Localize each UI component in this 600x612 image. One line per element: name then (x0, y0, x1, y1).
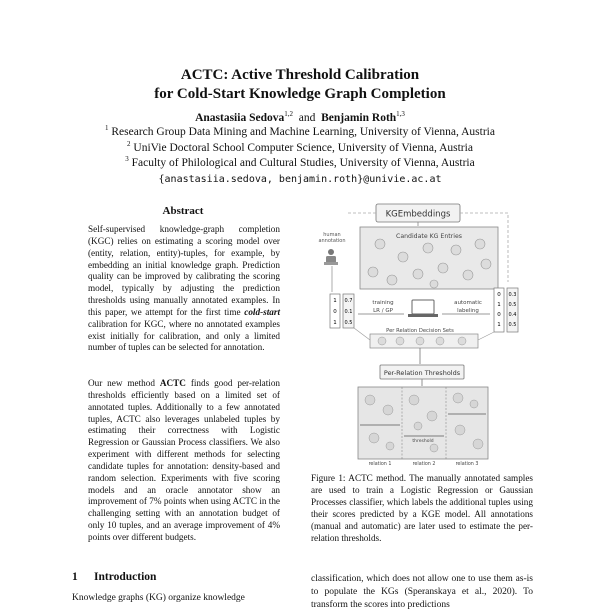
entry-dot (438, 263, 448, 273)
annotator-head (328, 249, 334, 255)
relation-2-label: relation 2 (412, 462, 436, 467)
annotation-label: annotation (318, 238, 346, 244)
manual-to-sets-line (354, 328, 370, 340)
manual-score-value: 0.5 (344, 320, 353, 326)
abstract-p1-text: Self-supervised knowledge-graph completion (KGC) relies on estimating a scoring model over (entity, relation, entity)-tuples, for example, by embedding an initial knowledge graph. Prediction quality can be improved by calibrating the scoring model, typically by adjusting the prediction thresholds using manually annotated examples. In this paper, we attempt for the first time (88, 224, 280, 317)
manual-label-value: 0 (333, 309, 337, 315)
figure-caption: Figure 1: ACTC method. The manually annotated samples are used to train a Logistic Regression or Gaussian Processes classifier, which labels the additional tuples using their scores predicted by a KGE model. All annotations (manual and automatic) are later used to estimate the per-relation thresholds. (311, 473, 533, 544)
section-title: Introduction (94, 571, 157, 583)
manual-score-value: 0.7 (344, 298, 353, 304)
relation-dot (386, 442, 394, 450)
auto-score-value: 0.5 (508, 322, 517, 328)
manual-label-value: 1 (333, 298, 337, 304)
author-2: Benjamin Roth (321, 112, 397, 124)
affiliations (0, 125, 600, 187)
auto-score-value: 0.3 (508, 292, 517, 298)
decision-sets-label: Per Relation Decision Sets (386, 328, 454, 334)
training-label: training (372, 300, 394, 306)
author-1-affil: 1,2 (284, 110, 293, 119)
laptop-icon (408, 300, 438, 317)
affiliation-2-num: 2 (127, 139, 131, 148)
paper-title (0, 66, 600, 104)
decision-dot (436, 337, 444, 345)
right-column-text: classification, which does not allow one to use them as-is to populate the KGs (Speranskaya et al., 2020). To transform the scores into predictions (311, 574, 533, 610)
entry-dot (368, 267, 378, 277)
relation-dot (455, 425, 465, 435)
affiliation-3-text: Faculty of Philological and Cultural Studies, University of Vienna, Austria (131, 157, 475, 169)
entry-dot (463, 270, 473, 280)
decision-dot (378, 337, 386, 345)
entry-dot (451, 245, 461, 255)
title-line-2: for Cold-Start Knowledge Graph Completion (154, 86, 446, 102)
annotator-body (326, 256, 336, 263)
automatic-label: automatic (454, 300, 482, 306)
relation-dot (430, 444, 438, 452)
abstract-p2-method: ACTC (159, 378, 186, 388)
relation-dot (470, 400, 478, 408)
actc-method-figure (308, 200, 538, 468)
relation-3-label: relation 3 (455, 462, 479, 467)
entry-dot (481, 259, 491, 269)
author-2-affil: 1,3 (396, 110, 405, 119)
abstract-p1-end: calibration for KGC, where no annotated examples exist initially for calibration, and only a limited number of tuples can be selected for annotation. (88, 318, 280, 353)
thresholds-label: Per-Relation Thresholds (383, 369, 461, 377)
author-1: Anastasiia Sedova (195, 112, 285, 124)
affiliation-1 (0, 125, 600, 141)
human-label: human (323, 232, 341, 238)
author-emails: {anastasiia.sedova, benjamin.roth}@univie.ac.at (158, 173, 442, 185)
auto-label-value: 1 (497, 302, 501, 308)
auto-score-value: 0.4 (508, 312, 517, 318)
training-model-label: LR / GP (373, 308, 393, 314)
entry-dot (387, 275, 397, 285)
relation-dot (414, 422, 422, 430)
auto-label-value: 0 (497, 292, 501, 298)
labeling-label: labeling (457, 308, 479, 314)
auto-label-value: 1 (497, 322, 501, 328)
authors-and: and (298, 112, 316, 124)
entry-dot (413, 269, 423, 279)
relation-dot (473, 439, 483, 449)
manual-labels (330, 294, 354, 328)
kg-embeddings-label: KGEmbeddings (385, 209, 451, 220)
auto-score-value: 0.5 (508, 302, 517, 308)
relation-1-label: relation 1 (368, 462, 392, 467)
entry-dot (423, 243, 433, 253)
affiliation-1-num: 1 (105, 124, 109, 133)
manual-score-value: 0.1 (344, 309, 353, 315)
entry-dot (398, 252, 408, 262)
decision-dot (396, 337, 404, 345)
entry-dot (475, 239, 485, 249)
entry-dot (375, 239, 385, 249)
abstract-heading: Abstract (162, 205, 204, 217)
decision-dot (458, 337, 466, 345)
human-annotator-icon (324, 249, 338, 265)
affiliation-3 (0, 156, 600, 172)
relation-panels-box (358, 387, 488, 459)
relation-dot (453, 393, 463, 403)
affiliation-3-num: 3 (125, 155, 129, 164)
affiliation-1-text: Research Group Data Mining and Machine Learning, University of Vienna, Austria (111, 126, 495, 138)
manual-label-value: 1 (333, 320, 337, 326)
relation-dot (427, 411, 437, 421)
relation-dot (409, 395, 419, 405)
abstract-paragraph-2 (88, 378, 280, 544)
laptop-screen (412, 300, 434, 314)
authors (0, 111, 600, 125)
section-heading (72, 571, 156, 583)
auto-labels (494, 288, 518, 332)
affiliation-2-text: UniVie Doctoral School Computer Science, University of Vienna, Austria (133, 141, 473, 154)
laptop-base (408, 314, 438, 317)
candidate-entries-label: Candidate KG Entries (396, 233, 462, 240)
auto-to-sets-line (478, 332, 494, 340)
abstract-p1-emphasis: cold-start (244, 306, 280, 317)
abstract-p2-text: finds good per-relation thresholds efficiently based on a limited set of annotated tuples. Additionally to a few annotated tuples, ACTC also leverages unlabeled tuples by estimating their correctness with Logistic Regression or Gaussian Process classifiers. We also experiment with different methods for selecting candidate tuples for annotation: density-based and random selection. Experiments with five scoring models and an oracle annotator show an improvement of 7% points when using ACTC in the challenging setting with an annotation budget of only 10 tuples, and an average improvement of 4% points over different budgets. (88, 378, 281, 542)
annotator-desk (324, 262, 338, 265)
entry-dot (430, 280, 438, 288)
abstract-p2-start: Our new method (88, 378, 155, 388)
auto-label-value: 0 (497, 312, 501, 318)
section-number: 1 (72, 571, 78, 583)
affiliation-2 (0, 141, 600, 157)
threshold-label: threshold (412, 439, 434, 444)
relation-dot (365, 395, 375, 405)
relation-dot (383, 405, 393, 415)
relation-dot (369, 433, 379, 443)
title-line-1: ACTC: Active Threshold Calibration (180, 67, 420, 83)
intro-cut-text: Knowledge graphs (KG) organize knowledge (72, 593, 245, 603)
abstract-paragraph-1 (88, 224, 280, 354)
decision-dot (416, 337, 424, 345)
